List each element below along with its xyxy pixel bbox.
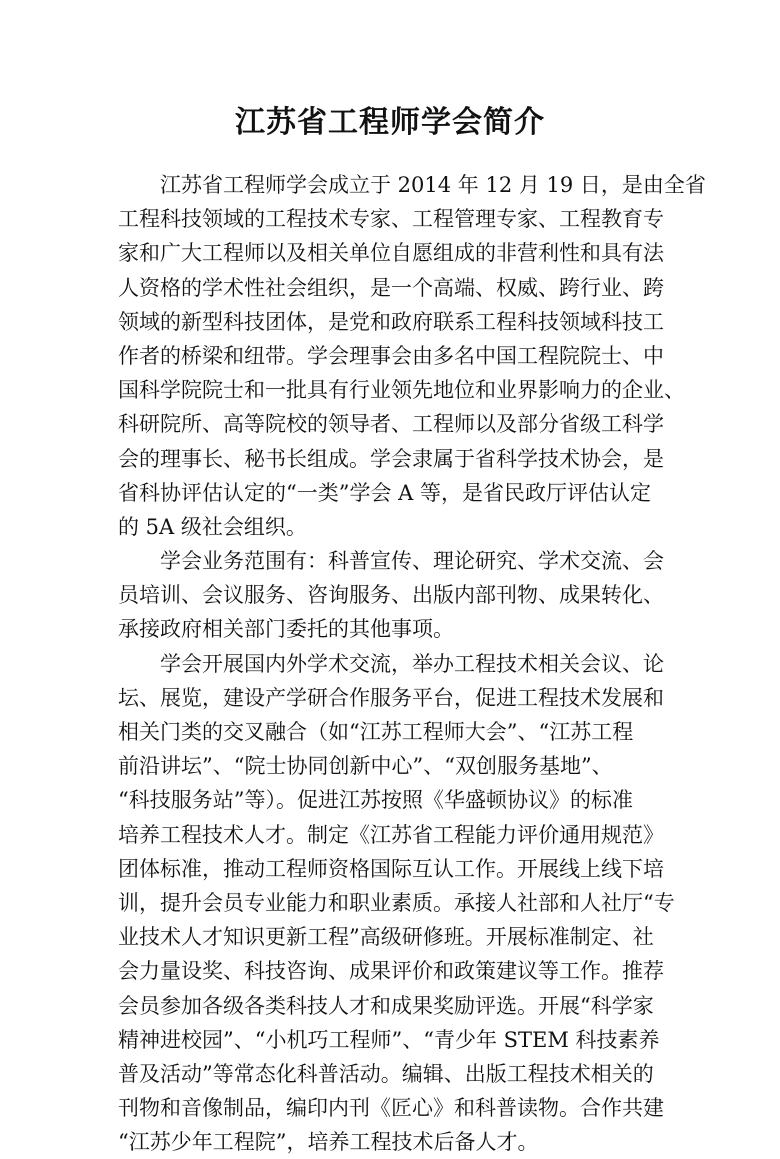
text-line: 工程科技领域的工程技术专家、工程管理专家、工程教育专 [118,207,664,232]
text-line: 江苏省工程师学会成立于 2014 年 12 月 19 日，是由全省 [160,173,706,197]
text-line: 的 5A 级社会组织。 [118,514,307,539]
text-line: 省科协评估认定的“一类”学会 A 等，是省民政厅评估认定 [118,480,651,505]
text-line: “科技服务站”等）。促进江苏按照《华盛顿协议》的标准 [118,788,633,813]
text-line: 会的理事长、秘书长组成。学会隶属于省科学技术协会，是 [118,446,664,471]
text-line: 相关门类的交叉融合（如“江苏工程师大会”、“江苏工程 [118,720,634,744]
paragraph-founding [118,168,706,544]
text-line: 培养工程技术人才。制定《江苏省工程能力评价通用规范》 [118,822,664,847]
text-line: 会力量设奖、科技咨询、成果评价和政策建议等工作。推荐 [118,959,664,984]
text-line: “江苏少年工程院”，培养工程技术后备人才。 [118,1130,539,1155]
document-title: 江苏省工程师学会简介 [235,105,545,140]
text-line: 训，提升会员专业能力和职业素质。承接人社部和人社厅“专 [118,890,675,915]
text-line: 业技术人才知识更新工程”高级研修班。开展标准制定、社 [118,925,654,950]
text-line: 科研院所、高等院校的领导者、工程师以及部分省级工科学 [118,412,664,437]
text-line: 团体标准，推动工程师资格国际互认工作。开展线上线下培 [118,856,664,881]
text-line: 人资格的学术性社会组织，是一个高端、权威、跨行业、跨 [118,275,664,300]
text-line: 领域的新型科技团体，是党和政府联系工程科技领域科技工 [118,309,664,334]
text-line: 作者的桥梁和纽带。学会理事会由多名中国工程院院士、中 [118,343,664,368]
text-line: 精神进校园”、“小机巧工程师”、“青少年 STEM 科技素养 [118,1027,660,1052]
text-line: 国科学院院士和一批具有行业领先地位和业界影响力的企业、 [118,378,685,403]
text-line: 刊物和音像制品，编印内刊《匠心》和科普读物。合作共建 [118,1096,664,1121]
paragraph-scope [118,544,668,647]
text-line: 员培训、会议服务、咨询服务、出版内部刊物、成果转化、 [118,583,664,608]
text-line: 学会开展国内外学术交流，举办工程技术相关会议、论 [160,651,664,676]
text-line: 普及活动”等常态化科普活动。编辑、出版工程技术相关的 [118,1061,654,1086]
text-line: 家和广大工程师以及相关单位自愿组成的非营利性和具有法 [118,241,664,266]
text-line: 承接政府相关部门委托的其他事项。 [118,617,454,642]
document-body [118,168,706,1159]
text-line: 会员参加各级各类科技人才和成果奖励评选。开展“科学家 [118,993,654,1018]
text-line: 坛、展览，建设产学研合作服务平台，促进工程技术发展和 [118,685,664,710]
text-line: 学会业务范围有：科普宣传、理论研究、学术交流、会 [160,549,664,574]
text-line: 前沿讲坛”、“院士协同创新中心”、“双创服务基地”、 [118,754,613,779]
paragraph-activities [118,647,675,1159]
